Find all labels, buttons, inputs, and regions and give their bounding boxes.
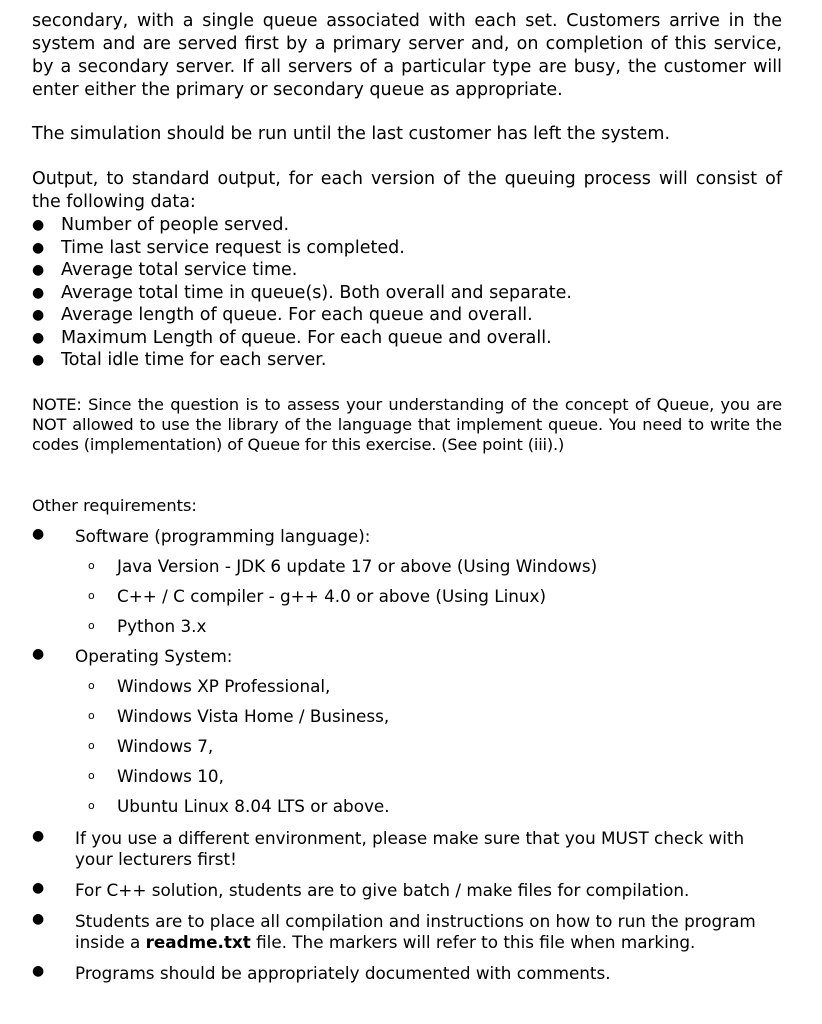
list-item: ● Number of people served. [32, 215, 290, 235]
bullet-icon: ● [32, 879, 45, 896]
bullet-icon: ● [32, 307, 45, 323]
list-item [32, 911, 782, 953]
list-item [32, 526, 782, 636]
intro-paragraph: secondary, with a single queue associated with each set. Customers arrive in the system and are served first by a primary server and, on completion of this service, by a secondary server. If all servers of a particular type are busy, the customer will enter either the primary or secondary queue as appropriate. [32, 11, 782, 100]
circle-bullet-icon: o [88, 798, 95, 812]
list-item: o Java Version - JDK 6 update 17 or above (Using Windows) [88, 555, 598, 576]
note-paragraph: NOTE: Since the question is to assess your understanding of the concept of Queue, you are NOT allowed to use the library of the language that implement queue. You need to write the codes (implementation) of Queue for this exercise. (See point (iii).) [32, 394, 782, 454]
list-item: o Windows 7, [88, 735, 214, 756]
output-paragraph: Output, to standard output, for each version of the queuing process will consist of the following data: [32, 169, 782, 212]
different-environment-text: If you use a different environment, please make sure that you MUST check with your lecturers first! [75, 827, 745, 869]
list-item: ● Average total service time. [32, 260, 298, 280]
bullet-icon: ● [32, 525, 45, 542]
os-list [75, 676, 782, 816]
bullet-icon: ● [32, 910, 45, 927]
readme-text: Students are to place all compilation and instructions on how to run the program inside a readme.txt file. The markers will refer to this file when marking. [75, 910, 756, 952]
list-item: o Windows Vista Home / Business, [88, 705, 390, 726]
software-label: Software (programming language): [75, 525, 371, 546]
list-item [32, 646, 782, 816]
software-list [75, 556, 782, 636]
bullet-icon: ● [32, 284, 45, 301]
list-item: ● Average total time in queue(s). Both overall and separate. [32, 282, 572, 303]
bullet-icon: ● [32, 352, 45, 368]
bullet-icon: ● [32, 827, 45, 844]
requirements-heading: Other requirements: [32, 495, 197, 515]
bullet-icon: ● [32, 217, 45, 233]
readme-filename: readme.txt [145, 931, 251, 952]
bullet-icon: ● [32, 262, 45, 278]
list-item [32, 880, 782, 901]
os-label: Operating System: [75, 645, 233, 666]
circle-bullet-icon: o [88, 618, 95, 632]
list-item: o Python 3.x [88, 615, 207, 636]
requirements-list [32, 526, 782, 984]
output-list [32, 214, 782, 372]
document-page [32, 10, 782, 984]
circle-bullet-icon: o [88, 768, 95, 782]
list-item: o C++ / C compiler - g++ 4.0 or above (Using Linux) [88, 585, 547, 606]
bullet-icon: ● [32, 329, 45, 346]
comments-text: Programs should be appropriately documented with comments. [75, 962, 611, 983]
simulation-paragraph: The simulation should be run until the last customer has left the system. [32, 124, 671, 144]
list-item: ● Maximum Length of queue. For each queue and overall. [32, 327, 552, 348]
list-item: o Windows XP Professional, [88, 675, 331, 696]
list-item: ● Time last service request is completed. [32, 237, 405, 258]
circle-bullet-icon: o [88, 558, 95, 572]
bullet-icon: ● [32, 962, 45, 979]
circle-bullet-icon: o [88, 708, 95, 722]
circle-bullet-icon: o [88, 738, 95, 752]
list-item: ● Average length of queue. For each queue and overall. [32, 305, 533, 325]
circle-bullet-icon: o [88, 678, 95, 692]
list-item: o Ubuntu Linux 8.04 LTS or above. [88, 795, 390, 816]
bullet-icon: ● [32, 645, 45, 662]
list-item: o Windows 10, [88, 765, 224, 786]
list-item [32, 963, 782, 984]
list-item [32, 828, 782, 870]
cpp-batch-text: For C++ solution, students are to give batch / make files for compilation. [75, 879, 690, 900]
bullet-icon: ● [32, 239, 45, 256]
list-item: ● Total idle time for each server. [32, 350, 327, 370]
circle-bullet-icon: o [88, 588, 95, 602]
